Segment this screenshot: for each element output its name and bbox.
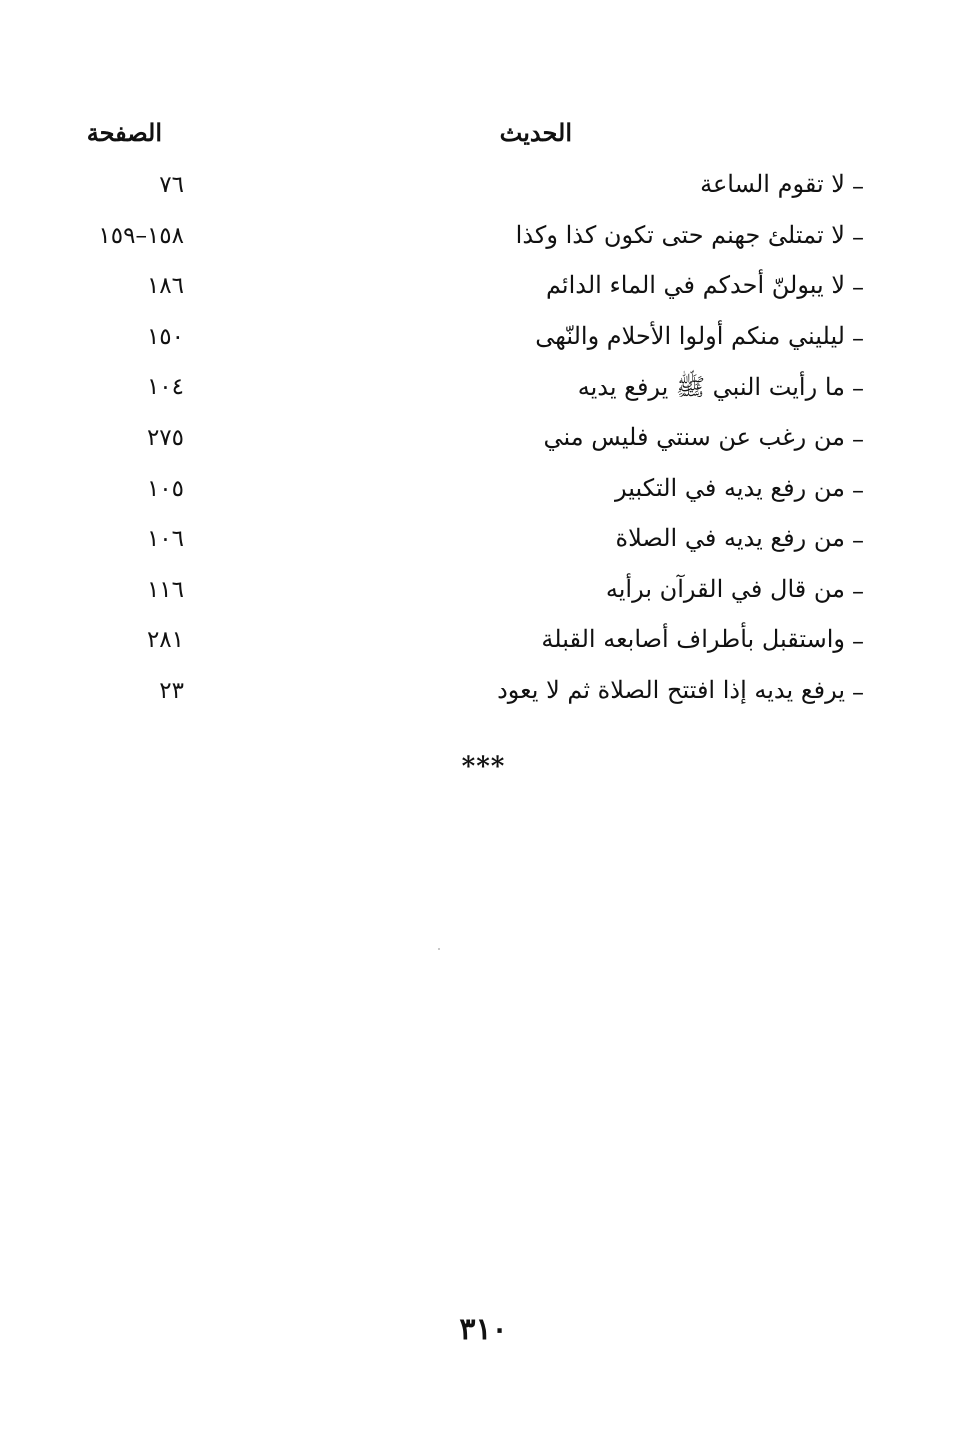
entry-dash: –: [852, 323, 864, 352]
index-entry: [0, 522, 967, 573]
entry-dash: –: [852, 576, 864, 605]
print-speck: [438, 948, 440, 950]
index-entry: [0, 320, 967, 371]
page-reference: ٧٦: [159, 172, 184, 198]
index-entry: [0, 674, 967, 725]
hadith-text: لا يبولنّ أحدكم في الماء الدائم: [545, 271, 845, 300]
page-reference: ١٨٦: [146, 273, 184, 300]
page-reference: ١١٦: [146, 576, 184, 603]
entry-dash: –: [852, 677, 864, 706]
index-entry: [0, 269, 967, 320]
section-separator: ***: [461, 752, 506, 782]
index-entry: [0, 421, 967, 472]
index-entry: [0, 168, 967, 219]
hadith-text: من رفع يديه في الصلاة: [615, 524, 845, 553]
hadith-column-heading: الحديث: [499, 118, 572, 147]
hadith-text: ما رأيت النبي ﷺ يرفع يديه: [577, 373, 845, 402]
page-column-heading: الصفحة: [86, 118, 162, 147]
hadith-text: من رغب عن سنتي فليس مني: [543, 422, 845, 451]
entry-dash: –: [852, 374, 864, 403]
index-entry: [0, 623, 967, 674]
hadith-text: من قال في القرآن برأيه: [605, 574, 845, 603]
page-reference: ٢٣: [159, 677, 184, 704]
entry-dash: –: [852, 222, 864, 251]
page-reference: ١٠٤: [146, 374, 184, 401]
page-reference: ١٠٥: [146, 475, 184, 502]
entry-dash: –: [852, 627, 864, 656]
hadith-text: من رفع يديه في التكبير: [615, 473, 845, 502]
hadith-text: لا تقوم الساعة: [700, 170, 845, 198]
entry-dash: –: [852, 424, 864, 453]
page-reference: ١٥٨–١٥٩: [98, 222, 184, 249]
index-header: [0, 118, 967, 158]
entry-dash: –: [852, 475, 864, 504]
hadith-text: يرفع يديه إذا افتتح الصلاة ثم لا يعود: [497, 675, 845, 704]
index-entry: [0, 370, 967, 421]
page-reference: ١٥٠: [146, 323, 184, 350]
hadith-text: واستقبل بأطراف أصابعه القبلة: [541, 625, 845, 654]
index-entry: [0, 219, 967, 270]
hadith-text: ليليني منكم أولوا الأحلام والنّهى: [535, 321, 845, 350]
entry-dash: –: [852, 273, 864, 302]
page-reference: ٢٧٥: [146, 424, 184, 451]
entry-dash: –: [852, 526, 864, 555]
page-number: ٣١٠: [459, 1312, 508, 1347]
hadith-text: لا تمتلئ جهنم حتى تكون كذا وكذا: [515, 220, 845, 249]
entry-dash: –: [852, 172, 864, 200]
page-reference: ٢٨١: [146, 627, 184, 654]
index-entry: [0, 472, 967, 523]
page-reference: ١٠٦: [146, 526, 184, 553]
hadith-index-list: [0, 168, 967, 725]
index-entry: [0, 573, 967, 624]
